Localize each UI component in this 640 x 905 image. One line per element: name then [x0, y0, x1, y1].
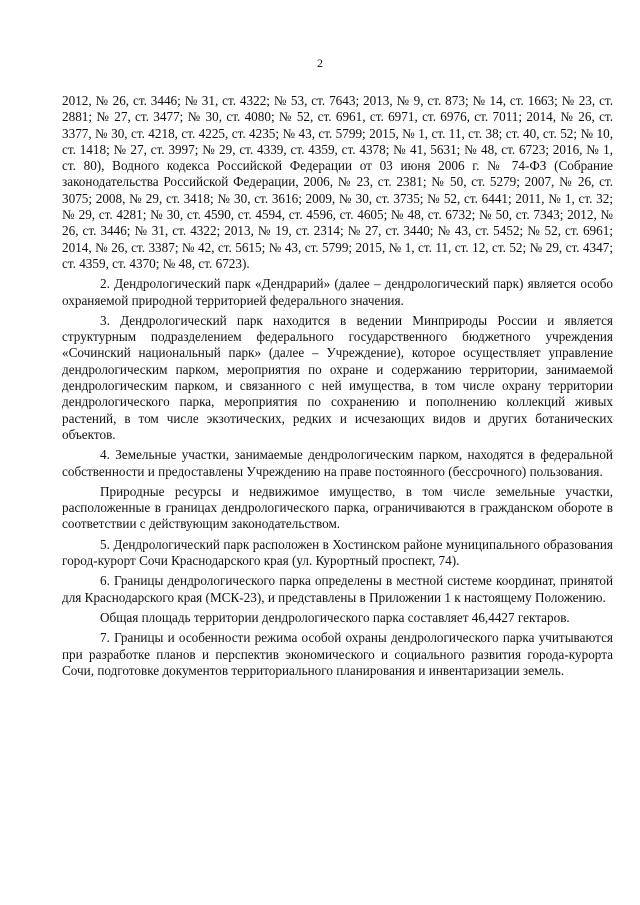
paragraph-item-3: 3. Дендрологический парк находится в ведении Минприроды России и является структурным подразделением федерального государственного бюджетного учреждения «Сочинский национальный парк» (далее – Учреждение), которое осуществляет управление дендрологическим парком, мероприятия по охране и содержанию территории, занимаемой дендрологическим парком, и связанного с ней имущества, в том числе охрану территории дендрологического парка, мероприятия по сохранению и пополнению коллекций живых растений, в том числе экзотических, редких и исчезающих видов и других ботанических объектов. — [62, 312, 613, 442]
paragraph-item-7: 7. Границы и особенности режима особой охраны дендрологического парка учитываются при разработке планов и перспектив экономического и социального развития города-курорта Сочи, подготовке документов территориального планирования и инвентаризации земель. — [62, 630, 613, 678]
paragraph-item-2: 2. Дендрологический парк «Дендрарий» (далее – дендрологический парк) является особо охраняемой природной территорией федерального значения. — [62, 276, 613, 308]
page-number: 2 — [317, 56, 323, 70]
paragraph-continuation: 2012, № 26, ст. 3446; № 31, ст. 4322; № 53, ст. 7643; 2013, № 9, ст. 873; № 14, ст. 1663; № 23, ст. 2881; № 27, ст. 3477; № 30, ст. 4080; № 52, ст. 6961, ст. 6971, ст. 6976, ст. 7011; 2014, № 26, ст. 3377, № 30, ст. 4218, ст. 4225, ст. 4235; № 43, ст. 5799; 2015, № 1, ст. 11, ст. 38; ст. 40, ст. 52; № 10, ст. 1418; № 27, ст. 3997; № 29, ст. 4339, ст. 4359, ст. 4378; № 41, 5631; № 48, ст. 6723; 2016, № 1, ст. 80), Водного кодекса Российской Федерации от 03 июня 2006 г. № 74-ФЗ (Собрание законодательства Российской Федерации, 2006, № 23, ст. 2381; № 50, ст. 5279; 2007, № 26, ст. 3075; 2008, № 29, ст. 3418; № 30, ст. 3616; 2009, № 30, ст. 3735; № 52, ст. 6441; 2011, № 1, ст. 32; № 29, ст. 4281; № 30, ст. 4590, ст. 4594, ст. 4596, ст. 4605; № 48, ст. 6732; № 50, ст. 7343; 2012, № 26, ст. 3446; № 31, ст. 4322; 2013, № 19, ст. 2314; № 27, ст. 3440; № 43, ст. 5452; № 52, ст. 6961; 2014, № 26, ст. 3387; № 42, ст. 5615; № 43, ст. 5799; 2015, № 1, ст. 11, ст. 12, ст. 52; № 29, ст. 4347; ст. 4359, ст. 4370; № 48, ст. 6723). — [62, 93, 613, 271]
paragraph-total-area: Общая площадь территории дендрологического парка составляет 46,4427 гектаров. — [100, 609, 570, 625]
paragraph-item-5: 5. Дендрологический парк расположен в Хостинском районе муниципального образования город-курорт Сочи Краснодарского края (ул. Курортный проспект, 74). — [62, 536, 613, 569]
paragraph-item-6: 6. Границы дендрологического парка определены в местной системе координат, принятой для Краснодарского края (МСК-23), и представлены в Приложении 1 к настоящему Положению. — [62, 573, 613, 605]
paragraph-natural-resources: Природные ресурсы и недвижимое имущество, в том числе земельные участки, расположенные в границах дендрологического парка, ограничиваются в гражданском обороте в соответствии с действующим законодательством. — [62, 483, 613, 532]
paragraph-item-4: 4. Земельные участки, занимаемые дендрологическим парком, находятся в федеральной собственности и предоставлены Учреждению на праве постоянного (бессрочного) пользования. — [62, 447, 613, 479]
document-body — [62, 93, 613, 683]
